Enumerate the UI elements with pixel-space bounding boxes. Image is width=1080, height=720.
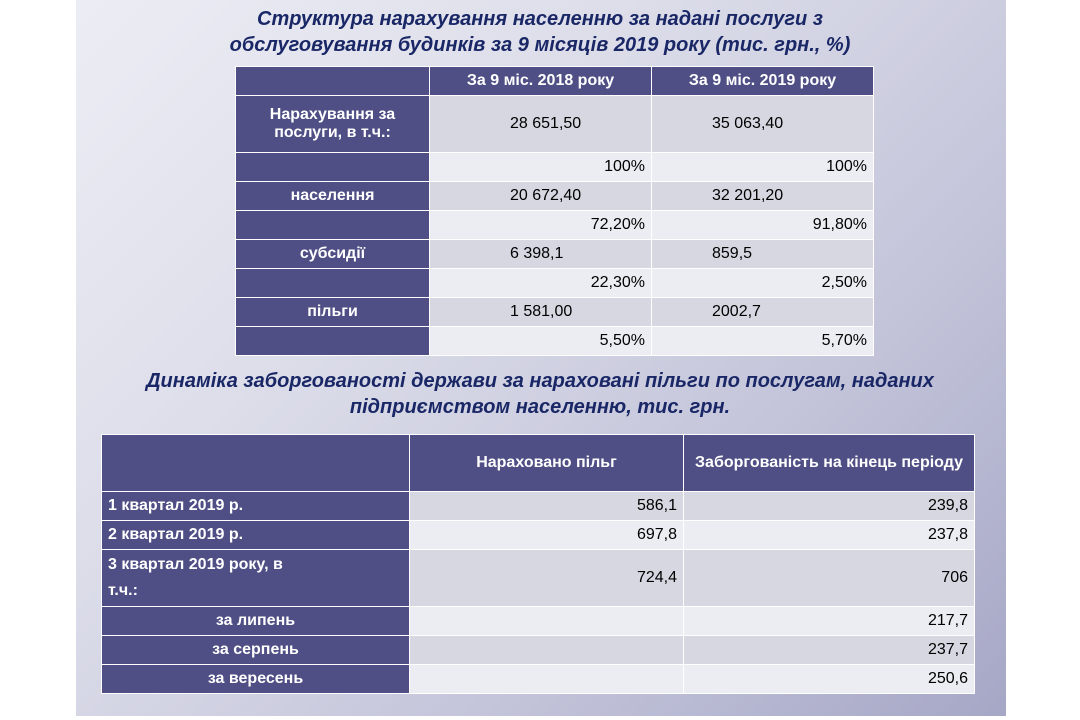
table-row — [236, 327, 874, 356]
header-debt: Заборгованість на кінець періоду — [684, 435, 975, 492]
table-row — [102, 492, 975, 521]
header-empty — [102, 435, 410, 492]
benefits-debt-table — [101, 434, 975, 694]
accrued-value: 724,4 — [410, 550, 684, 607]
accrual-structure-table — [235, 66, 874, 356]
value-2019: 2002,7 — [652, 298, 874, 327]
accrued-value — [410, 636, 684, 665]
row-label: субсидії — [236, 240, 430, 269]
table-header-row — [236, 67, 874, 96]
row-label — [236, 327, 430, 356]
debt-value: 250,6 — [684, 665, 975, 694]
row-label — [236, 153, 430, 182]
value-2019: 5,70% — [652, 327, 874, 356]
accrued-value: 697,8 — [410, 521, 684, 550]
row-label: 1 квартал 2019 р. — [102, 492, 410, 521]
debt-value: 239,8 — [684, 492, 975, 521]
value-2018: 28 651,50 — [430, 96, 652, 153]
row-label: за вересень — [102, 665, 410, 694]
table-row — [102, 636, 975, 665]
header-2019: За 9 міс. 2019 року — [652, 67, 874, 96]
value-2018: 22,30% — [430, 269, 652, 298]
table-row — [102, 607, 975, 636]
table-row — [102, 665, 975, 694]
value-2019: 32 201,20 — [652, 182, 874, 211]
table2-title: Динаміка заборгованості держави за нараховані пільги по послугам, наданих підприємством населенню, тис. грн. — [146, 370, 934, 418]
row-label: Нарахування за послуги, в т.ч.: — [236, 96, 430, 153]
table-header-row — [102, 435, 975, 492]
table-row — [102, 550, 975, 607]
debt-value: 706 — [684, 550, 975, 607]
value-2018: 20 672,40 — [430, 182, 652, 211]
row-label: населення — [236, 182, 430, 211]
header-2018: За 9 міс. 2018 року — [430, 67, 652, 96]
accrued-value — [410, 665, 684, 694]
table-row — [102, 521, 975, 550]
value-2018: 100% — [430, 153, 652, 182]
table-row — [236, 298, 874, 327]
table1-title: Структура нарахування населенню за надані послуги з обслуговування будинків за 9 місяців 2019 року (тис. грн., %) — [229, 8, 851, 56]
value-2018: 1 581,00 — [430, 298, 652, 327]
value-2019: 100% — [652, 153, 874, 182]
row-label: пільги — [236, 298, 430, 327]
row-label: за липень — [102, 607, 410, 636]
table-row — [236, 269, 874, 298]
value-2019: 859,5 — [652, 240, 874, 269]
value-2019: 91,80% — [652, 211, 874, 240]
value-2019: 35 063,40 — [652, 96, 874, 153]
value-2018: 6 398,1 — [430, 240, 652, 269]
row-label — [236, 269, 430, 298]
table-row — [236, 211, 874, 240]
table-row — [236, 96, 874, 153]
table-row — [236, 240, 874, 269]
value-2018: 5,50% — [430, 327, 652, 356]
accrued-value — [410, 607, 684, 636]
debt-value: 237,7 — [684, 636, 975, 665]
table-row — [236, 182, 874, 211]
row-label — [236, 211, 430, 240]
debt-value: 217,7 — [684, 607, 975, 636]
accrued-value: 586,1 — [410, 492, 684, 521]
value-2019: 2,50% — [652, 269, 874, 298]
row-label: 2 квартал 2019 р. — [102, 521, 410, 550]
header-accrued: Нараховано пільг — [410, 435, 684, 492]
row-label: 3 квартал 2019 року, в т.ч.: — [102, 550, 410, 607]
header-empty — [236, 67, 430, 96]
value-2018: 72,20% — [430, 211, 652, 240]
row-label: за серпень — [102, 636, 410, 665]
table-row — [236, 153, 874, 182]
debt-value: 237,8 — [684, 521, 975, 550]
